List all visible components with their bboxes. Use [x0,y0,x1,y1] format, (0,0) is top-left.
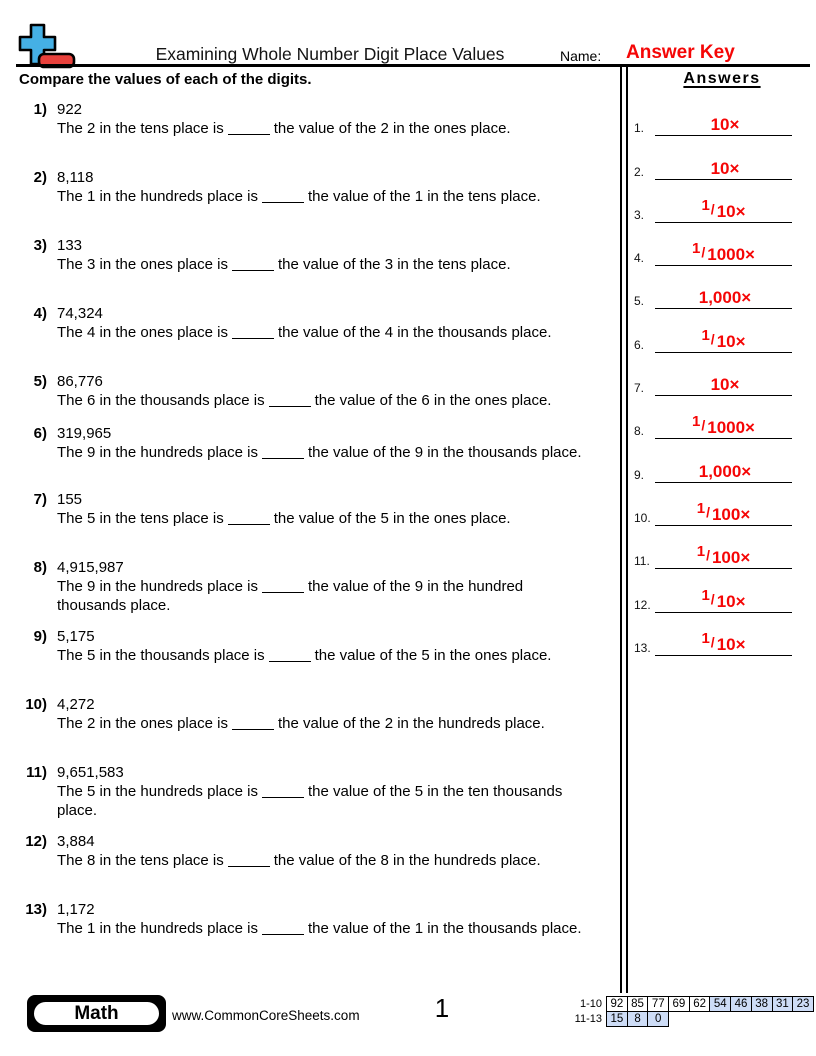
question-number: 9) [33,628,47,645]
question-block [20,424,620,462]
page-title: Examining Whole Number Digit Place Values [155,44,505,64]
question-text [57,577,587,615]
question-number: 1) [33,101,47,118]
column-divider [620,65,628,993]
answer-value [655,116,792,133]
score-cell: 38 [751,996,773,1012]
fraction-slash: / [706,503,710,520]
answer-row [628,615,816,658]
answer-blank-line [232,268,274,271]
score-row-1-label: 1-10 [579,998,602,1010]
question-value: 9,651,583 [57,764,124,781]
question-text-before: The 5 in the thousands place is [57,647,265,664]
question-text [57,851,587,870]
fraction-denominator: 100× [711,504,751,524]
question-text [57,714,587,733]
answer-blank-line [262,795,304,798]
answer-row [628,441,816,484]
answer-number: 2. [634,164,645,179]
question-text-after: the value of the 5 in the ones place. [273,510,511,527]
score-cell: 15 [606,1011,628,1027]
score-cell: 0 [647,1011,669,1027]
question-value: 4,272 [57,696,95,713]
question-block [20,695,620,733]
fraction-numerator: 1 [692,240,701,258]
score-cell: 8 [627,1011,649,1027]
question-block [20,627,620,665]
question-value: 922 [57,101,83,118]
answer-key-label: Answer Key [626,42,735,63]
answer-row [628,355,816,398]
question-value: 319,965 [57,425,112,442]
question-value: 133 [57,237,83,254]
fraction-numerator: 1 [696,499,706,517]
question-text [57,443,587,462]
question-text-before: The 8 in the tens place is [57,852,224,869]
fraction-denominator: 10× [716,331,746,351]
whole-answer: 1,000× [698,288,752,308]
answer-underline [655,179,792,180]
fraction-denominator: 10× [716,634,746,654]
question-text [57,255,587,274]
question-value: 74,324 [57,305,103,322]
question-text-after: the value of the 6 in the ones place. [314,392,552,409]
site-url: www.CommonCoreSheets.com [172,1008,360,1023]
answer-row [628,268,816,311]
answer-underline [655,395,792,396]
answer-underline [655,438,792,439]
question-text-before: The 1 in the hundreds place is [57,920,258,937]
answer-blank-line [232,727,274,730]
answer-underline [655,265,792,266]
answer-number: 8. [634,424,645,439]
question-text-after: the value of the 4 in the thousands place. [277,324,552,341]
question-text-after: the value of the 1 in the thousands place. [307,920,582,937]
answer-number: 10. [634,510,651,525]
score-cell: 31 [772,996,794,1012]
subject-badge [27,995,166,1032]
answer-number: 13. [634,640,651,655]
score-cell: 77 [647,996,669,1012]
score-cell: 92 [606,996,628,1012]
answer-row [628,311,816,354]
answer-value [655,586,792,611]
score-cell: 23 [792,996,814,1012]
question-text-before: The 4 in the ones place is [57,324,228,341]
answers-list [628,95,816,658]
question-text-before: The 5 in the hundreds place is [57,783,258,800]
question-text-before: The 5 in the tens place is [57,510,224,527]
question-text [57,782,587,820]
answer-underline [655,612,792,613]
answer-number: 5. [634,294,645,309]
answer-value [655,196,792,221]
answer-row [628,95,816,138]
question-text-after: the value of the 3 in the tens place. [277,256,511,273]
question-block [20,558,620,615]
question-text [57,919,587,938]
answer-underline [655,568,792,569]
score-cell: 85 [627,996,649,1012]
answer-underline [655,352,792,353]
question-block [20,168,620,206]
whole-answer: 10× [710,158,740,178]
question-value: 3,884 [57,833,95,850]
question-block [20,100,620,138]
answer-value [655,629,792,654]
answer-value [655,499,792,524]
answer-value [655,289,792,306]
question-value: 155 [57,491,83,508]
answer-underline [655,222,792,223]
question-text-after: the value of the 9 in the hundred thousands place. [57,578,524,614]
answer-number: 7. [634,381,645,396]
answer-number: 4. [634,251,645,266]
answer-value [655,463,792,480]
answer-row [628,398,816,441]
answer-blank-line [232,336,274,339]
question-number: 5) [33,373,47,390]
answer-number: 6. [634,337,645,352]
question-text [57,119,587,138]
answer-blank-line [262,590,304,593]
question-value: 86,776 [57,373,103,390]
question-text [57,391,587,410]
fraction-numerator: 1 [701,629,710,647]
question-number: 3) [33,237,47,254]
answer-underline [655,135,792,136]
answer-row [628,138,816,181]
fraction-numerator: 1 [696,543,706,561]
page-number: 1 [434,993,450,1023]
answer-value [655,376,792,393]
answer-underline [655,482,792,483]
answers-column-title: Answers [683,70,761,87]
question-value: 5,175 [57,628,95,645]
question-text-after: the value of the 2 in the ones place. [273,120,511,137]
question-block [20,900,620,938]
question-text-before: The 9 in the hundreds place is [57,444,258,461]
score-cell: 62 [689,996,711,1012]
questions-list [20,100,620,968]
fraction-slash: / [710,330,715,347]
question-block [20,832,620,870]
question-value: 8,118 [57,169,94,186]
score-table [550,996,814,1027]
score-cell: 54 [709,996,731,1012]
answer-value [655,413,792,438]
answer-underline [655,308,792,309]
question-text [57,509,587,528]
fraction-slash: / [710,200,715,217]
answer-value [655,240,792,265]
name-label: Name: [560,48,602,64]
question-text-before: The 3 in the ones place is [57,256,228,273]
fraction-denominator: 1000× [707,245,755,265]
answer-blank-line [262,456,304,459]
fraction-numerator: 1 [701,196,710,214]
whole-answer: 10× [710,375,740,395]
answer-row [628,485,816,528]
question-text-before: The 1 in the hundreds place is [57,188,258,205]
answer-number: 12. [634,597,651,612]
answer-value [655,326,792,351]
answer-number: 11. [634,554,650,569]
question-text-after: the value of the 1 in the tens place. [307,188,541,205]
instruction-text: Compare the values of each of the digits. [19,71,312,88]
question-text-before: The 2 in the tens place is [57,120,224,137]
answer-row [628,225,816,268]
question-text-after: the value of the 8 in the hundreds place. [273,852,541,869]
score-row-1 [550,996,814,1012]
question-text [57,187,587,206]
question-number: 10) [25,696,47,713]
question-text-after: the value of the 5 in the ten thousands place. [57,783,563,819]
question-number: 7) [33,491,47,508]
whole-answer: 1,000× [698,461,752,481]
answer-value [655,543,792,568]
question-text-after: the value of the 5 in the ones place. [314,647,552,664]
score-row-1-cells [606,996,814,1012]
fraction-numerator: 1 [692,413,701,431]
answer-blank-line [262,200,304,203]
question-block [20,304,620,342]
question-number: 4) [33,305,47,322]
question-block [20,490,620,528]
answer-blank-line [269,659,311,662]
fraction-denominator: 100× [711,548,751,568]
score-cell: 46 [730,996,752,1012]
question-block [20,236,620,274]
answer-number: 3. [634,207,645,222]
fraction-slash: / [706,547,710,564]
fraction-denominator: 10× [716,591,746,611]
answer-blank-line [228,522,270,525]
fraction-slash: / [701,244,706,261]
answer-blank-line [262,932,304,935]
score-row-2 [550,1011,814,1027]
score-row-2-label: 11-13 [574,1013,602,1025]
answer-row [628,528,816,571]
question-text-before: The 6 in the thousands place is [57,392,265,409]
question-number: 8) [33,559,47,576]
answer-blank-line [228,132,270,135]
fraction-slash: / [710,590,715,607]
answer-underline [655,655,792,656]
fraction-slash: / [710,633,715,650]
score-cell: 69 [668,996,690,1012]
header-rule [16,64,810,67]
answer-row [628,182,816,225]
score-row-2-cells [606,1011,669,1027]
question-text [57,646,587,665]
answer-number: 1. [634,121,645,136]
question-number: 13) [25,901,47,918]
question-block [20,372,620,410]
fraction-denominator: 10× [716,201,746,221]
question-text-after: the value of the 2 in the hundreds place. [277,715,545,732]
answer-underline [655,525,792,526]
fraction-numerator: 1 [701,326,710,344]
answer-value [655,160,792,177]
fraction-numerator: 1 [701,586,710,604]
subject-badge-label: Math [31,999,162,1028]
answer-number: 9. [634,467,645,482]
question-text [57,323,587,342]
question-text-before: The 9 in the hundreds place is [57,578,258,595]
question-text-before: The 2 in the ones place is [57,715,228,732]
question-block [20,763,620,820]
fraction-denominator: 1000× [707,418,755,438]
answer-row [628,571,816,614]
answer-blank-line [228,864,270,867]
answer-blank-line [269,404,311,407]
question-value: 1,172 [57,901,95,918]
question-number: 11) [26,764,47,781]
whole-answer: 10× [710,115,740,135]
question-value: 4,915,987 [57,559,124,576]
fraction-slash: / [701,417,706,434]
question-text-after: the value of the 9 in the thousands place. [307,444,582,461]
question-number: 12) [25,833,47,850]
question-number: 2) [33,169,47,186]
question-number: 6) [33,425,47,442]
